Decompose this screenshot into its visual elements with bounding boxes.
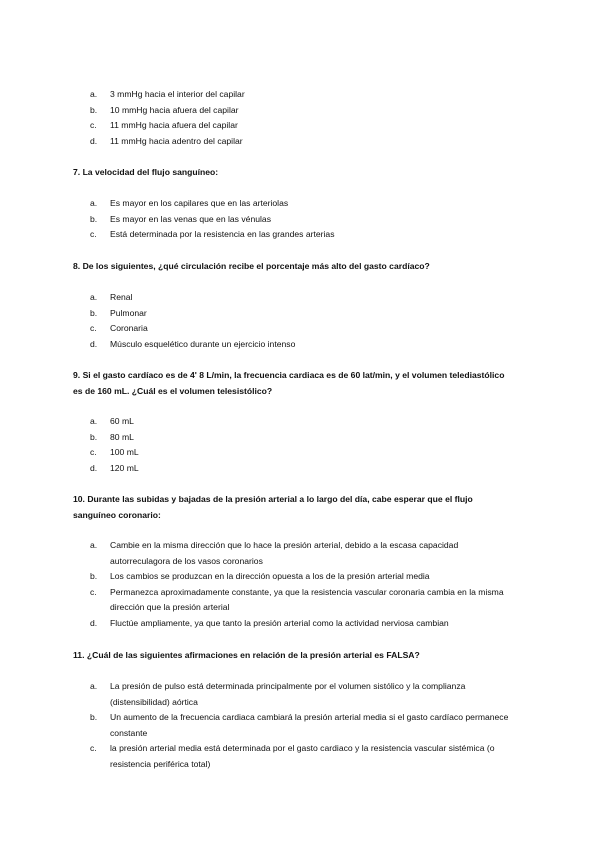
option-text: Es mayor en las venas que en las vénulas — [110, 213, 271, 224]
option-item — [90, 585, 510, 616]
option-list — [90, 87, 510, 149]
option-text: Pulmonar — [110, 307, 147, 318]
option-text: 10 mmHg hacia afuera del capilar — [110, 104, 239, 115]
option-item — [90, 103, 510, 119]
option-text: 100 mL — [110, 447, 139, 458]
question-8-heading — [73, 259, 513, 275]
option-letter: c. — [90, 229, 97, 240]
option-item — [90, 461, 510, 477]
option-letter: a. — [90, 540, 98, 550]
option-text: Es mayor en los capilares que en las arteriolas — [110, 198, 289, 208]
option-letter: a. — [90, 89, 98, 99]
option-item — [90, 710, 510, 741]
question-number: 11. — [73, 650, 85, 660]
option-letter: c. — [90, 120, 97, 131]
option-text: Permanezca aproximadamente constante, ya que la resistencia vascular coronaria cambia en la misma dirección que la presión arterial — [110, 586, 504, 613]
option-item — [90, 87, 510, 103]
option-item — [90, 538, 510, 569]
option-item — [90, 134, 510, 150]
option-letter: b. — [90, 431, 98, 442]
option-text: Un aumento de la frecuencia cardiaca cambiará la presión arterial media si el gasto cardíaco permanece constante — [110, 712, 509, 738]
question-11-options — [90, 679, 510, 773]
option-text: Los cambios se produzcan en la dirección opuesta a los de la presión arterial media — [110, 571, 430, 582]
option-letter: d. — [90, 617, 98, 628]
option-item — [90, 430, 510, 446]
option-letter: b. — [90, 571, 98, 582]
option-text: 80 mL — [110, 431, 134, 442]
option-letter: c. — [90, 447, 97, 458]
option-text: Renal — [110, 292, 133, 302]
question-9-options — [90, 414, 510, 476]
option-text: Coronaria — [110, 323, 148, 334]
option-letter: b. — [90, 104, 98, 115]
option-text: La presión de pulso está determinada principalmente por el volumen sistólico y la complianza (distensibilidad) aórtica — [110, 681, 466, 707]
option-item — [90, 616, 510, 632]
option-text: Cambie en la misma dirección que lo hace la presión arterial, debido a la escasa capacidad autorreculagora de los vasos coronarios — [110, 540, 459, 566]
option-text: 11 mmHg hacia afuera del capilar — [110, 120, 238, 131]
question-number: 9. — [73, 370, 81, 380]
option-text: la presión arterial media está determinada por el gasto cardiaco y la resistencia vascular sistémica (o resistencia periférica total) — [110, 743, 495, 769]
option-item — [90, 679, 510, 710]
option-item — [90, 290, 510, 306]
option-item — [90, 569, 510, 585]
option-item — [90, 445, 510, 461]
option-item — [90, 196, 510, 212]
question-number: 7. — [73, 167, 81, 177]
option-item — [90, 414, 510, 430]
question-9-heading — [73, 368, 513, 399]
option-item — [90, 337, 510, 353]
option-letter: a. — [90, 681, 98, 691]
option-item — [90, 321, 510, 337]
option-item — [90, 306, 510, 322]
question-text: Si el gasto cardíaco es de 4' 8 L/min, la frecuencia cardiaca es de 60 lat/min, y el volumen telediastólico es de 160 mL. ¿Cuál es el volumen telesistólico? — [73, 370, 505, 396]
option-text: Está determinada por la resistencia en las grandes arterias — [110, 229, 335, 240]
option-text: Fluctúe ampliamente, ya que tanto la presión arterial como la actividad nerviosa cambian — [110, 617, 449, 628]
question-10-heading — [73, 492, 513, 523]
option-letter: d. — [90, 338, 98, 349]
option-letter: b. — [90, 213, 98, 224]
question-7-heading — [73, 165, 513, 181]
question-7-options — [90, 196, 510, 243]
option-letter: a. — [90, 416, 98, 426]
option-item — [90, 118, 510, 134]
option-text: Músculo esquelético durante un ejercicio intenso — [110, 338, 296, 349]
option-letter: c. — [90, 586, 97, 597]
option-letter: b. — [90, 712, 98, 723]
option-text: 11 mmHg hacia adentro del capilar — [110, 135, 243, 146]
option-text: 3 mmHg hacia el interior del capilar — [110, 89, 245, 99]
question-text: Durante las subidas y bajadas de la presión arterial a lo largo del día, cabe esperar que el flujo sanguíneo coronario: — [73, 494, 473, 520]
option-letter: b. — [90, 307, 98, 318]
question-text: De los siguientes, ¿qué circulación recibe el porcentaje más alto del gasto cardíaco? — [82, 261, 430, 271]
option-letter: a. — [90, 292, 98, 302]
option-letter: a. — [90, 198, 98, 208]
question-8-options — [90, 290, 510, 352]
option-text: 60 mL — [110, 416, 134, 426]
option-text: 120 mL — [110, 462, 139, 473]
option-letter: c. — [90, 743, 97, 754]
option-item — [90, 227, 510, 243]
option-item — [90, 212, 510, 228]
question-10-options — [90, 538, 510, 632]
option-letter: d. — [90, 462, 98, 473]
question-text: ¿Cuál de las siguientes afirmaciones en relación de la presión arterial es FALSA? — [86, 650, 420, 660]
question-number: 8. — [73, 261, 81, 271]
option-letter: d. — [90, 135, 98, 146]
question-number: 10. — [73, 494, 85, 504]
option-item — [90, 741, 510, 772]
question-text: La velocidad del flujo sanguíneo: — [82, 167, 219, 177]
option-letter: c. — [90, 323, 97, 334]
question-11-heading — [73, 648, 513, 664]
